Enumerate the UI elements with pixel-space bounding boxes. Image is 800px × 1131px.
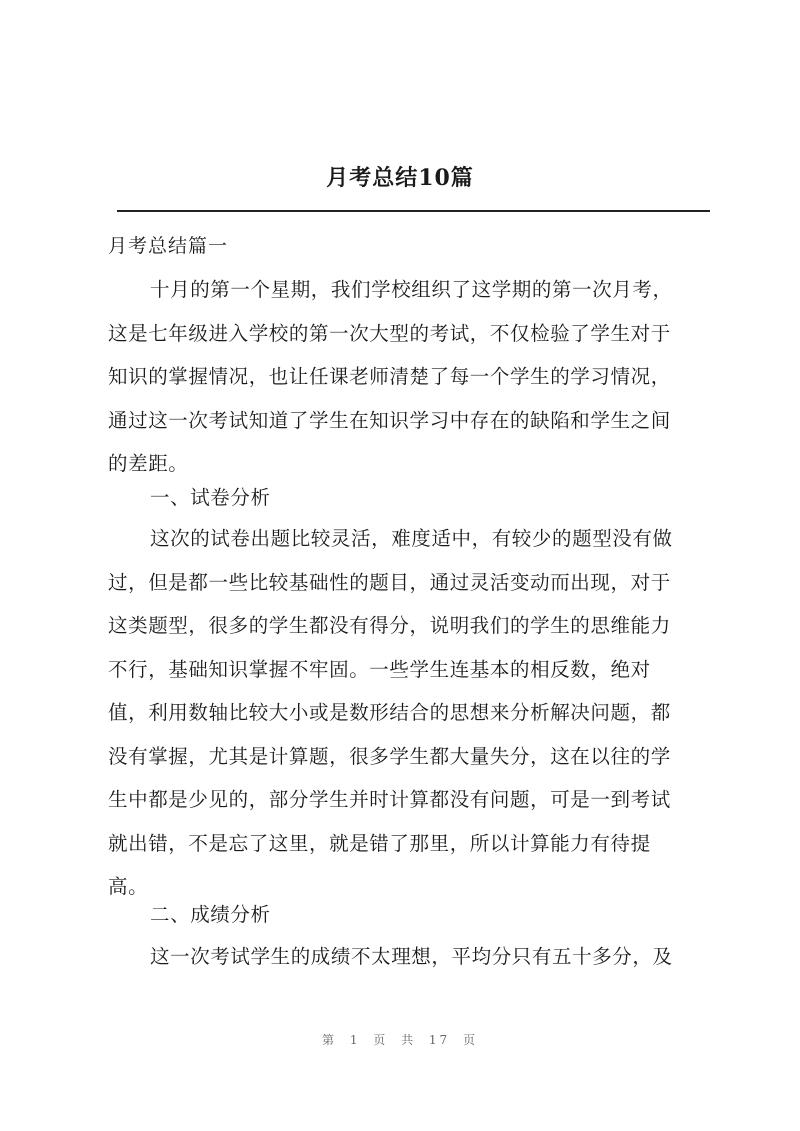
page-footer: 第 1 页 共 17 页	[322, 1033, 478, 1047]
subheading-exam-analysis-block	[108, 476, 708, 520]
paragraph-line: 通过这一次考试知道了学生在知识学习中存在的缺陷和学生之间	[108, 408, 671, 432]
paragraph-line: 这是七年级进入学校的第一次大型的考试，不仅检验了学生对于	[108, 321, 671, 345]
paragraph-line: 知识的掌握情况，也让任课老师清楚了每一个学生的学习情况，	[108, 365, 671, 388]
paragraph-3	[108, 935, 708, 979]
subheading-score-analysis: 二、成绩分析	[150, 903, 271, 926]
paragraph-1	[108, 268, 708, 486]
paragraph-line: 不行，基础知识掌握不牢固。一些学生连基本的相反数，绝对	[108, 657, 651, 681]
subheading-score-analysis-block	[108, 893, 708, 937]
title-divider	[117, 210, 710, 212]
paragraph-line: 过，但是都一些比较基础性的题目，通过灵活变动而出现，对于	[108, 570, 671, 594]
document-title: 月考总结10篇	[326, 165, 474, 191]
paragraph-line: 生中都是少见的，部分学生并时计算都没有问题，可是一到考试	[108, 788, 671, 811]
paragraph-2	[108, 517, 708, 909]
paragraph-line: 这次的试卷出题比较灵活，难度适中，有较少的题型没有做	[150, 527, 673, 550]
paragraph-line: 值，利用数轴比较大小或是数形结合的思想来分析解决问题，都	[108, 701, 671, 724]
section-heading: 月考总结篇一	[108, 235, 229, 257]
paragraph-line: 这类题型，很多的学生都没有得分，说明我们的学生的思维能力	[108, 614, 671, 637]
paragraph-line: 的差距。	[108, 452, 189, 475]
paragraph-line: 这一次考试学生的成绩不太理想，平均分只有五十多分，及	[150, 945, 673, 968]
paragraph-line: 十月的第一个星期，我们学校组织了这学期的第一次月考，	[150, 278, 673, 301]
subheading-exam-analysis: 一、试卷分析	[150, 486, 271, 509]
paragraph-line: 高。	[108, 875, 149, 898]
paragraph-line: 没有掌握，尤其是计算题，很多学生都大量失分，这在以往的学	[108, 744, 671, 768]
paragraph-line: 就出错，不是忘了这里，就是错了那里，所以计算能力有待提	[108, 831, 651, 855]
